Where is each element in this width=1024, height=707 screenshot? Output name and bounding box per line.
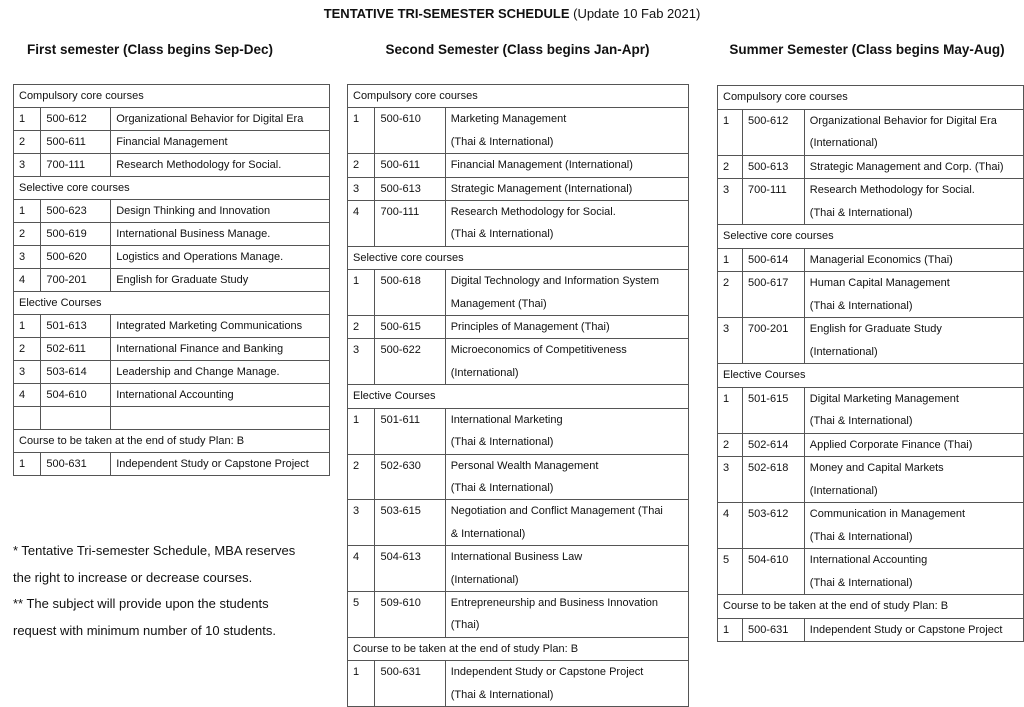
course-title: Human Capital Management: [809, 277, 950, 289]
summer-semester-heading: Summer Semester (Class begins May-Aug): [729, 42, 1005, 57]
course-title: Leadership and Change Manage.: [116, 366, 280, 378]
course-number: 5: [348, 591, 375, 637]
course-title: International Finance and Banking: [116, 343, 284, 355]
course-code: 500-631: [41, 453, 111, 476]
course-title: International Business Manage.: [116, 228, 271, 240]
course-title-cell: [111, 315, 330, 338]
first-semester-table: [13, 84, 330, 476]
course-row: [718, 433, 1024, 457]
course-title-cell: [111, 154, 330, 177]
course-row: [348, 177, 689, 200]
course-number: 2: [718, 272, 743, 318]
course-row: [718, 549, 1024, 595]
course-title: Managerial Economics (Thai): [809, 253, 953, 266]
course-row: [14, 269, 330, 292]
section-header-row: [348, 85, 689, 108]
course-title-cell: [445, 661, 688, 707]
course-row: [718, 457, 1024, 503]
course-row: [14, 154, 330, 177]
course-row: [718, 109, 1024, 155]
course-title-cell: [804, 248, 1023, 272]
course-title-cell: [804, 155, 1023, 179]
course-number: 2: [14, 338, 41, 361]
course-number: 3: [348, 500, 375, 546]
course-title: Design Thinking and Innovation: [116, 205, 271, 217]
course-number: 1: [348, 270, 375, 316]
section-header-row: [348, 246, 689, 269]
course-row: [348, 500, 689, 546]
section-header-row: [14, 177, 330, 200]
course-number: 3: [718, 179, 743, 225]
course-title-cell: [111, 453, 330, 476]
course-title: Money and Capital Markets: [809, 462, 944, 474]
course-title-cell: [445, 154, 688, 177]
course-title-detail: (Thai & International): [809, 299, 913, 312]
course-title-detail: (Thai): [450, 619, 480, 632]
course-code: 700-201: [41, 269, 111, 292]
course-number: 2: [14, 223, 41, 246]
summer-semester-table: [717, 85, 1024, 642]
course-number: 1: [14, 315, 41, 338]
section-label: Elective Courses: [718, 364, 1024, 388]
course-title: Integrated Marketing Communications: [116, 320, 303, 332]
course-title: Marketing Management: [450, 113, 567, 126]
course-title: Research Methodology for Social.: [809, 184, 975, 196]
title-update-note: (Update 10 Fab 2021): [569, 6, 701, 21]
course-row: [718, 387, 1024, 433]
course-row: [348, 316, 689, 339]
course-code: 500-620: [41, 246, 111, 269]
course-title-detail: (International): [809, 137, 878, 149]
course-row: [14, 384, 330, 407]
course-title-cell: [445, 339, 688, 385]
course-title: Organizational Behavior for Digital Era: [809, 114, 997, 127]
course-title: Research Methodology for Social.: [450, 206, 616, 219]
course-row: [14, 223, 330, 246]
course-title-cell: [804, 503, 1023, 549]
course-title-cell: [804, 109, 1023, 155]
course-code: 700-111: [41, 154, 111, 177]
section-label: Selective core courses: [718, 225, 1024, 249]
course-code: 500-619: [41, 223, 111, 246]
title-main: TENTATIVE TRI-SEMESTER SCHEDULE: [323, 6, 570, 21]
course-code: 500-611: [375, 154, 445, 177]
course-title-cell: [804, 618, 1023, 642]
course-row: [718, 318, 1024, 364]
section-label: Elective Courses: [348, 385, 689, 408]
course-number: 1: [14, 200, 41, 223]
page-title: [0, 6, 1024, 21]
course-code: 502-614: [742, 433, 804, 457]
course-title-detail: (International): [809, 484, 878, 497]
section-header-row: [718, 364, 1024, 388]
course-code: 502-611: [41, 338, 111, 361]
course-row: [348, 154, 689, 177]
course-row: [348, 454, 689, 500]
course-title: Digital Technology and Information System: [450, 275, 659, 288]
course-code: 700-111: [375, 201, 445, 247]
section-header-row: [14, 85, 330, 108]
course-code: 500-622: [375, 339, 445, 385]
section-header-row: [718, 225, 1024, 249]
course-title-cell: [111, 223, 330, 246]
section-header-row: [348, 385, 689, 408]
course-number: 1: [718, 109, 743, 155]
course-number: 3: [718, 318, 743, 364]
course-number: 1: [348, 408, 375, 454]
course-row: [14, 200, 330, 223]
course-title-cell: [804, 318, 1023, 364]
course-title-detail: (Thai & International): [809, 415, 913, 427]
course-title: Research Methodology for Social.: [116, 159, 282, 171]
course-code: 500-611: [41, 131, 111, 154]
course-title: Organizational Behavior for Digital Era: [116, 113, 304, 125]
course-title: Independent Study or Capstone Project: [450, 666, 644, 679]
footnote-line: request with minimum number of 10 students.: [13, 622, 277, 638]
course-row: [14, 246, 330, 269]
course-title: Entrepreneurship and Business Innovation: [450, 596, 659, 609]
course-title: Strategic Management and Corp. (Thai): [809, 160, 1004, 173]
course-row: [14, 407, 330, 430]
course-code: 504-613: [375, 546, 445, 592]
course-code: 500-631: [742, 618, 804, 642]
section-header-row: [718, 86, 1024, 110]
course-code: [41, 407, 111, 430]
course-number: 2: [348, 154, 375, 177]
section-label: Course to be taken at the end of study Plan: B: [718, 595, 1024, 619]
course-number: 1: [718, 248, 743, 272]
course-row: [14, 338, 330, 361]
course-number: 5: [718, 549, 743, 595]
section-label: Elective Courses: [14, 292, 330, 315]
course-number: 2: [718, 433, 743, 457]
course-title: English for Graduate Study: [809, 323, 942, 335]
course-number: 3: [718, 457, 743, 503]
course-row: [14, 108, 330, 131]
course-title: Principles of Management (Thai): [450, 321, 610, 334]
course-code: 500-615: [375, 316, 445, 339]
course-title-detail: (Thai & International): [450, 135, 554, 148]
course-title: Communication in Management: [809, 508, 966, 520]
course-row: [718, 248, 1024, 272]
course-code: 501-611: [375, 408, 445, 454]
course-number: 4: [718, 503, 743, 549]
course-row: [718, 503, 1024, 549]
course-title-cell: [111, 384, 330, 407]
course-title: Independent Study or Capstone Project: [116, 458, 309, 470]
course-title-cell: [445, 454, 688, 500]
course-title: Digital Marketing Management: [809, 392, 959, 405]
course-title-detail: (International): [809, 345, 878, 358]
course-number: 2: [14, 131, 41, 154]
section-label: Selective core courses: [14, 177, 330, 200]
course-number: 1: [348, 661, 375, 707]
second-semester-table: [347, 84, 689, 707]
course-row: [348, 591, 689, 637]
course-title-cell: [445, 201, 688, 247]
course-number: 4: [14, 384, 41, 407]
course-title-detail: (Thai & International): [450, 436, 554, 449]
course-title: International Accounting: [116, 389, 234, 401]
course-title-detail: & International): [450, 527, 526, 540]
course-row: [718, 155, 1024, 179]
course-row: [348, 546, 689, 592]
course-code: 502-630: [375, 454, 445, 500]
course-title-cell: [804, 433, 1023, 457]
course-title: Financial Management: [116, 136, 228, 148]
course-title-cell: [445, 546, 688, 592]
course-title-cell: [804, 549, 1023, 595]
course-title-detail: (Thai & International): [809, 206, 913, 219]
course-code: 503-612: [742, 503, 804, 549]
course-code: 509-610: [375, 591, 445, 637]
course-title: International Marketing: [450, 413, 563, 426]
course-title-cell: [445, 591, 688, 637]
course-title: Strategic Management (International): [450, 182, 633, 195]
course-title-cell: [111, 131, 330, 154]
course-code: 502-618: [742, 457, 804, 503]
course-number: 3: [14, 361, 41, 384]
course-code: 501-613: [41, 315, 111, 338]
course-number: 4: [14, 269, 41, 292]
course-title-detail: (Thai & International): [450, 481, 554, 494]
course-number: 1: [14, 108, 41, 131]
course-code: 503-614: [41, 361, 111, 384]
course-number: [14, 407, 41, 430]
footnotes: [13, 538, 295, 644]
second-semester-heading: Second Semester (Class begins Jan-Apr): [385, 42, 650, 57]
course-code: 504-610: [742, 549, 804, 595]
first-semester-heading: First semester (Class begins Sep-Dec): [26, 42, 274, 57]
course-title-cell: [804, 272, 1023, 318]
course-row: [14, 315, 330, 338]
course-code: 500-631: [375, 661, 445, 707]
course-code: 500-612: [742, 109, 804, 155]
course-title-cell: [111, 269, 330, 292]
section-header-row: [348, 637, 689, 660]
course-number: 1: [718, 387, 743, 433]
course-code: 500-617: [742, 272, 804, 318]
course-title-cell: [445, 270, 688, 316]
course-title-cell: [445, 316, 688, 339]
course-title-cell: [111, 200, 330, 223]
course-title: Independent Study or Capstone Project: [809, 623, 1003, 636]
course-title-detail: (Thai & International): [450, 228, 554, 241]
course-title-cell: [804, 387, 1023, 433]
course-code: 500-614: [742, 248, 804, 272]
section-label: Compulsory core courses: [14, 85, 330, 108]
course-code: 504-610: [41, 384, 111, 407]
course-code: 700-201: [742, 318, 804, 364]
course-number: 3: [348, 177, 375, 200]
course-row: [718, 618, 1024, 642]
course-code: 500-613: [375, 177, 445, 200]
course-number: 1: [14, 453, 41, 476]
course-title: Microeconomics of Competitiveness: [450, 344, 627, 357]
section-header-row: [14, 292, 330, 315]
section-label: Compulsory core courses: [718, 86, 1024, 110]
course-number: 3: [14, 246, 41, 269]
course-number: 4: [348, 546, 375, 592]
course-code: 500-612: [41, 108, 111, 131]
section-header-row: [718, 595, 1024, 619]
course-title-cell: [111, 407, 330, 430]
course-row: [718, 272, 1024, 318]
course-row: [14, 361, 330, 384]
course-number: 2: [348, 316, 375, 339]
course-title-detail: (International): [450, 366, 519, 379]
footnote-line: ** The subject will provide upon the students: [13, 596, 269, 611]
course-title-cell: [445, 500, 688, 546]
course-title-cell: [111, 361, 330, 384]
course-title-cell: [111, 246, 330, 269]
course-row: [348, 339, 689, 385]
course-title: Applied Corporate Finance (Thai): [809, 438, 973, 451]
course-title-cell: [111, 338, 330, 361]
course-title-cell: [445, 177, 688, 200]
course-title-cell: [804, 179, 1023, 225]
course-number: 2: [348, 454, 375, 500]
course-code: 500-613: [742, 155, 804, 179]
course-row: [348, 108, 689, 154]
course-title-cell: [445, 108, 688, 154]
course-number: 3: [14, 154, 41, 177]
course-title-cell: [111, 108, 330, 131]
course-title-cell: [445, 408, 688, 454]
course-code: 700-111: [742, 179, 804, 225]
course-title-detail: (Thai & International): [809, 530, 913, 543]
section-label: Course to be taken at the end of study Plan: B: [14, 430, 330, 453]
course-title: Negotiation and Conflict Management (Thai: [450, 505, 663, 518]
course-row: [14, 453, 330, 476]
course-row: [14, 131, 330, 154]
footnote-line: * Tentative Tri-semester Schedule, MBA reserves: [13, 543, 296, 558]
course-number: 2: [718, 155, 743, 179]
course-title: Logistics and Operations Manage.: [116, 251, 284, 263]
course-number: 1: [718, 618, 743, 642]
course-title-cell: [804, 457, 1023, 503]
course-row: [348, 201, 689, 247]
course-number: 3: [348, 339, 375, 385]
course-row: [348, 408, 689, 454]
course-row: [348, 661, 689, 707]
course-title: International Business Law: [450, 551, 583, 564]
footnote-line: the right to increase or decrease courses.: [13, 569, 253, 585]
course-code: 500-623: [41, 200, 111, 223]
course-code: 503-615: [375, 500, 445, 546]
course-row: [348, 270, 689, 316]
section-header-row: [14, 430, 330, 453]
course-title: Financial Management (International): [450, 159, 633, 172]
course-title: Personal Wealth Management: [450, 459, 599, 472]
section-label: Course to be taken at the end of study Plan: B: [348, 637, 689, 660]
course-number: 4: [348, 201, 375, 247]
course-title: English for Graduate Study: [116, 274, 249, 286]
course-title-detail: (Thai & International): [450, 688, 554, 701]
course-title-detail: (Thai & International): [809, 576, 913, 589]
course-code: 500-610: [375, 108, 445, 154]
course-code: 501-615: [742, 387, 804, 433]
course-title: International Accounting: [809, 554, 928, 566]
section-label: Compulsory core courses: [348, 85, 689, 108]
course-title-detail: Management (Thai): [450, 297, 547, 310]
course-row: [718, 179, 1024, 225]
section-label: Selective core courses: [348, 246, 689, 269]
course-title-detail: (International): [450, 573, 519, 586]
course-number: 1: [348, 108, 375, 154]
course-code: 500-618: [375, 270, 445, 316]
